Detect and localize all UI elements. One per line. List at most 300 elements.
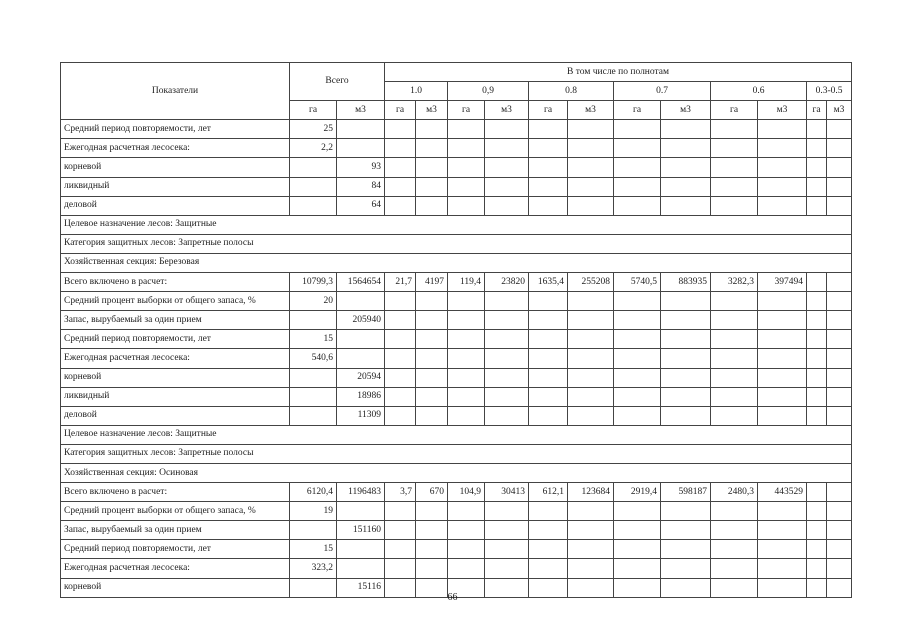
value-cell [827,120,852,139]
value-cell [807,540,827,559]
value-cell [448,349,485,368]
value-cell [758,406,807,425]
value-cell [290,177,337,196]
value-cell [529,540,568,559]
value-cell [807,177,827,196]
value-cell [448,387,485,406]
row-label: Ежегодная расчетная лесосека: [61,139,290,158]
value-cell [416,139,448,158]
value-cell [807,311,827,330]
value-cell [290,387,337,406]
value-cell [807,559,827,578]
value-cell [529,196,568,215]
section-heading-cell: Категория защитных лесов: Запретные полосы [61,444,852,463]
forest-calculation-table [60,62,852,598]
unit-header: га [290,101,337,120]
value-cell [614,349,661,368]
value-cell: 20 [290,292,337,311]
value-cell [758,196,807,215]
value-cell [337,349,385,368]
value-cell [448,559,485,578]
value-cell [529,311,568,330]
value-cell: 151160 [337,521,385,540]
value-cell [485,330,529,349]
value-cell [711,330,758,349]
row-label: Средний период повторяемости, лет [61,330,290,349]
value-cell [385,559,416,578]
table-header [61,63,852,120]
value-cell [416,158,448,177]
row-label: корневой [61,368,290,387]
value-cell: 64 [337,196,385,215]
value-cell [661,406,711,425]
unit-header: м3 [568,101,614,120]
value-cell [758,158,807,177]
value-cell [416,559,448,578]
value-cell: 205940 [337,311,385,330]
value-cell [614,292,661,311]
row-label: деловой [61,406,290,425]
value-cell [568,158,614,177]
value-cell [529,521,568,540]
density-header: 0,9 [448,82,529,101]
value-cell [661,368,711,387]
table-row [61,559,852,578]
value-cell [416,349,448,368]
value-cell: 20594 [337,368,385,387]
value-cell [337,292,385,311]
table-row [61,139,852,158]
value-cell [448,502,485,521]
value-cell: 540,6 [290,349,337,368]
value-cell [661,521,711,540]
table-body [61,120,852,597]
value-cell [827,158,852,177]
value-cell [827,177,852,196]
value-cell [529,120,568,139]
value-cell [807,139,827,158]
value-cell [758,349,807,368]
value-cell: 18986 [337,387,385,406]
value-cell [758,521,807,540]
value-cell [337,139,385,158]
row-label: Ежегодная расчетная лесосека: [61,559,290,578]
table-row [61,387,852,406]
value-cell [385,139,416,158]
value-cell [614,330,661,349]
value-cell [827,559,852,578]
value-cell [448,368,485,387]
value-cell [661,387,711,406]
value-cell: 19 [290,502,337,521]
value-cell [485,502,529,521]
value-cell [614,177,661,196]
value-cell [711,120,758,139]
value-cell [614,120,661,139]
row-label: Всего включено в расчет: [61,483,290,502]
value-cell [337,330,385,349]
value-cell [485,521,529,540]
value-cell [758,292,807,311]
value-cell [448,521,485,540]
value-cell [568,540,614,559]
table-row [61,215,852,234]
value-cell [661,158,711,177]
value-cell [827,502,852,521]
value-cell [485,292,529,311]
value-cell [485,368,529,387]
value-cell [416,120,448,139]
value-cell [614,406,661,425]
value-cell [827,368,852,387]
value-cell [416,540,448,559]
value-cell [758,177,807,196]
value-cell [385,540,416,559]
unit-header: м3 [485,101,529,120]
value-cell: 598187 [661,483,711,502]
value-cell [529,349,568,368]
value-cell [290,158,337,177]
section-heading-cell: Хозяйственная секция: Осиновая [61,463,852,482]
value-cell [568,502,614,521]
value-cell: 6120,4 [290,483,337,502]
table-row [61,234,852,253]
value-cell: 123684 [568,483,614,502]
value-cell [568,387,614,406]
by-density-header: В том числе по полнотам [385,63,852,82]
value-cell [711,502,758,521]
value-cell [614,158,661,177]
page-number: 66 [447,592,458,603]
value-cell [827,139,852,158]
value-cell [807,521,827,540]
table-row [61,253,852,272]
table-row [61,273,852,292]
value-cell [416,196,448,215]
value-cell [661,139,711,158]
unit-header: м3 [827,101,852,120]
table-row [61,425,852,444]
value-cell [807,387,827,406]
value-cell [529,292,568,311]
value-cell [807,406,827,425]
value-cell [711,292,758,311]
unit-header: га [529,101,568,120]
value-cell: 255208 [568,273,614,292]
value-cell [529,406,568,425]
table-row [61,540,852,559]
value-cell [385,177,416,196]
value-cell [337,502,385,521]
value-cell [758,502,807,521]
value-cell [807,483,827,502]
table-row [61,120,852,139]
value-cell [568,368,614,387]
value-cell [529,368,568,387]
value-cell: 93 [337,158,385,177]
value-cell [807,158,827,177]
value-cell [385,349,416,368]
value-cell [711,349,758,368]
value-cell [758,330,807,349]
value-cell [337,540,385,559]
row-label: Средний период повторяемости, лет [61,540,290,559]
value-cell [711,158,758,177]
value-cell [614,502,661,521]
row-label: Средний процент выборки от общего запаса, % [61,292,290,311]
table-row [61,444,852,463]
value-cell [529,139,568,158]
table-row [61,406,852,425]
value-cell [807,120,827,139]
unit-header: га [448,101,485,120]
value-cell [416,502,448,521]
value-cell [568,139,614,158]
value-cell [529,502,568,521]
value-cell [568,406,614,425]
value-cell [290,311,337,330]
value-cell [385,330,416,349]
value-cell [385,368,416,387]
value-cell: 4197 [416,273,448,292]
value-cell [711,540,758,559]
density-header: 0.8 [529,82,614,101]
table-row [61,311,852,330]
value-cell [827,292,852,311]
value-cell [758,368,807,387]
row-label: Ежегодная расчетная лесосека: [61,349,290,368]
value-cell [758,311,807,330]
value-cell [416,406,448,425]
value-cell [485,406,529,425]
value-cell [568,311,614,330]
value-cell [807,273,827,292]
unit-header: м3 [758,101,807,120]
section-heading-cell: Целевое назначение лесов: Защитные [61,215,852,234]
row-label: Средний процент выборки от общего запаса, % [61,502,290,521]
value-cell [290,196,337,215]
value-cell [448,139,485,158]
value-cell [385,502,416,521]
value-cell [661,311,711,330]
value-cell [661,120,711,139]
value-cell [416,521,448,540]
value-cell [614,559,661,578]
value-cell [385,387,416,406]
unit-header: га [711,101,758,120]
value-cell [661,177,711,196]
value-cell [711,406,758,425]
row-label: ликвидный [61,387,290,406]
value-cell: 883935 [661,273,711,292]
value-cell [614,311,661,330]
value-cell: 30413 [485,483,529,502]
value-cell: 11309 [337,406,385,425]
value-cell [568,292,614,311]
value-cell [758,139,807,158]
value-cell [807,368,827,387]
row-label: Средний период повторяемости, лет [61,120,290,139]
value-cell: 119,4 [448,273,485,292]
value-cell: 23820 [485,273,529,292]
row-label: деловой [61,196,290,215]
value-cell [448,158,485,177]
value-cell [661,559,711,578]
value-cell [416,311,448,330]
value-cell [448,330,485,349]
indicators-header: Показатели [61,63,290,120]
value-cell [529,177,568,196]
value-cell: 84 [337,177,385,196]
value-cell [614,196,661,215]
row-label: корневой [61,578,290,597]
value-cell [416,292,448,311]
value-cell [614,368,661,387]
value-cell [448,540,485,559]
value-cell [614,521,661,540]
value-cell [827,521,852,540]
value-cell [661,196,711,215]
table-row [61,368,852,387]
value-cell [614,387,661,406]
value-cell: 443529 [758,483,807,502]
value-cell [758,387,807,406]
value-cell [416,330,448,349]
value-cell: 2919,4 [614,483,661,502]
value-cell [337,559,385,578]
value-cell: 21,7 [385,273,416,292]
density-header: 0.7 [614,82,711,101]
value-cell [758,559,807,578]
row-label: корневой [61,158,290,177]
table-row [61,330,852,349]
value-cell [290,406,337,425]
value-cell: 15 [290,540,337,559]
density-header: 1.0 [385,82,448,101]
value-cell [485,177,529,196]
value-cell [448,311,485,330]
value-cell [568,521,614,540]
value-cell [529,387,568,406]
value-cell [661,292,711,311]
value-cell [661,540,711,559]
value-cell: 1196483 [337,483,385,502]
value-cell [711,196,758,215]
value-cell [385,120,416,139]
value-cell: 670 [416,483,448,502]
unit-header: м3 [337,101,385,120]
table-row [61,521,852,540]
value-cell [290,368,337,387]
unit-header: м3 [661,101,711,120]
value-cell [385,406,416,425]
value-cell: 2480,3 [711,483,758,502]
value-cell [807,292,827,311]
value-cell [661,502,711,521]
value-cell [614,540,661,559]
unit-header: га [807,101,827,120]
value-cell: 5740,5 [614,273,661,292]
value-cell [568,559,614,578]
value-cell [485,349,529,368]
value-cell [385,292,416,311]
value-cell [568,196,614,215]
value-cell [485,139,529,158]
value-cell [385,311,416,330]
value-cell: 2,2 [290,139,337,158]
value-cell [711,521,758,540]
value-cell [485,120,529,139]
value-cell: 15 [290,330,337,349]
value-cell [529,158,568,177]
table-row [61,463,852,482]
value-cell [807,196,827,215]
total-header: Всего [290,63,385,101]
value-cell [827,387,852,406]
row-label: Запас, вырубаемый за один прием [61,311,290,330]
section-heading-cell: Категория защитных лесов: Запретные полосы [61,234,852,253]
value-cell [827,330,852,349]
value-cell: 612,1 [529,483,568,502]
value-cell [661,349,711,368]
value-cell [827,406,852,425]
value-cell [661,330,711,349]
value-cell: 3282,3 [711,273,758,292]
table-row [61,196,852,215]
value-cell [337,120,385,139]
table-row [61,349,852,368]
value-cell [711,139,758,158]
table-row [61,483,852,502]
value-cell: 25 [290,120,337,139]
value-cell: 104,9 [448,483,485,502]
value-cell [385,521,416,540]
value-cell [485,540,529,559]
value-cell [827,540,852,559]
value-cell [485,196,529,215]
value-cell: 10799,3 [290,273,337,292]
row-label: Всего включено в расчет: [61,273,290,292]
value-cell [448,406,485,425]
value-cell [807,349,827,368]
value-cell [711,387,758,406]
value-cell [416,177,448,196]
value-cell [416,387,448,406]
value-cell: 1635,4 [529,273,568,292]
table-row [61,158,852,177]
value-cell [758,540,807,559]
value-cell [485,311,529,330]
value-cell [529,559,568,578]
value-cell: 323,2 [290,559,337,578]
value-cell [568,177,614,196]
value-cell [827,483,852,502]
value-cell [711,368,758,387]
value-cell [448,120,485,139]
unit-header: га [614,101,661,120]
value-cell [385,196,416,215]
table-row [61,292,852,311]
value-cell [448,177,485,196]
value-cell [827,273,852,292]
value-cell [827,311,852,330]
section-heading-cell: Целевое назначение лесов: Защитные [61,425,852,444]
value-cell [807,502,827,521]
value-cell [385,158,416,177]
row-label: Запас, вырубаемый за один прием [61,521,290,540]
unit-header: м3 [416,101,448,120]
table-row [61,502,852,521]
